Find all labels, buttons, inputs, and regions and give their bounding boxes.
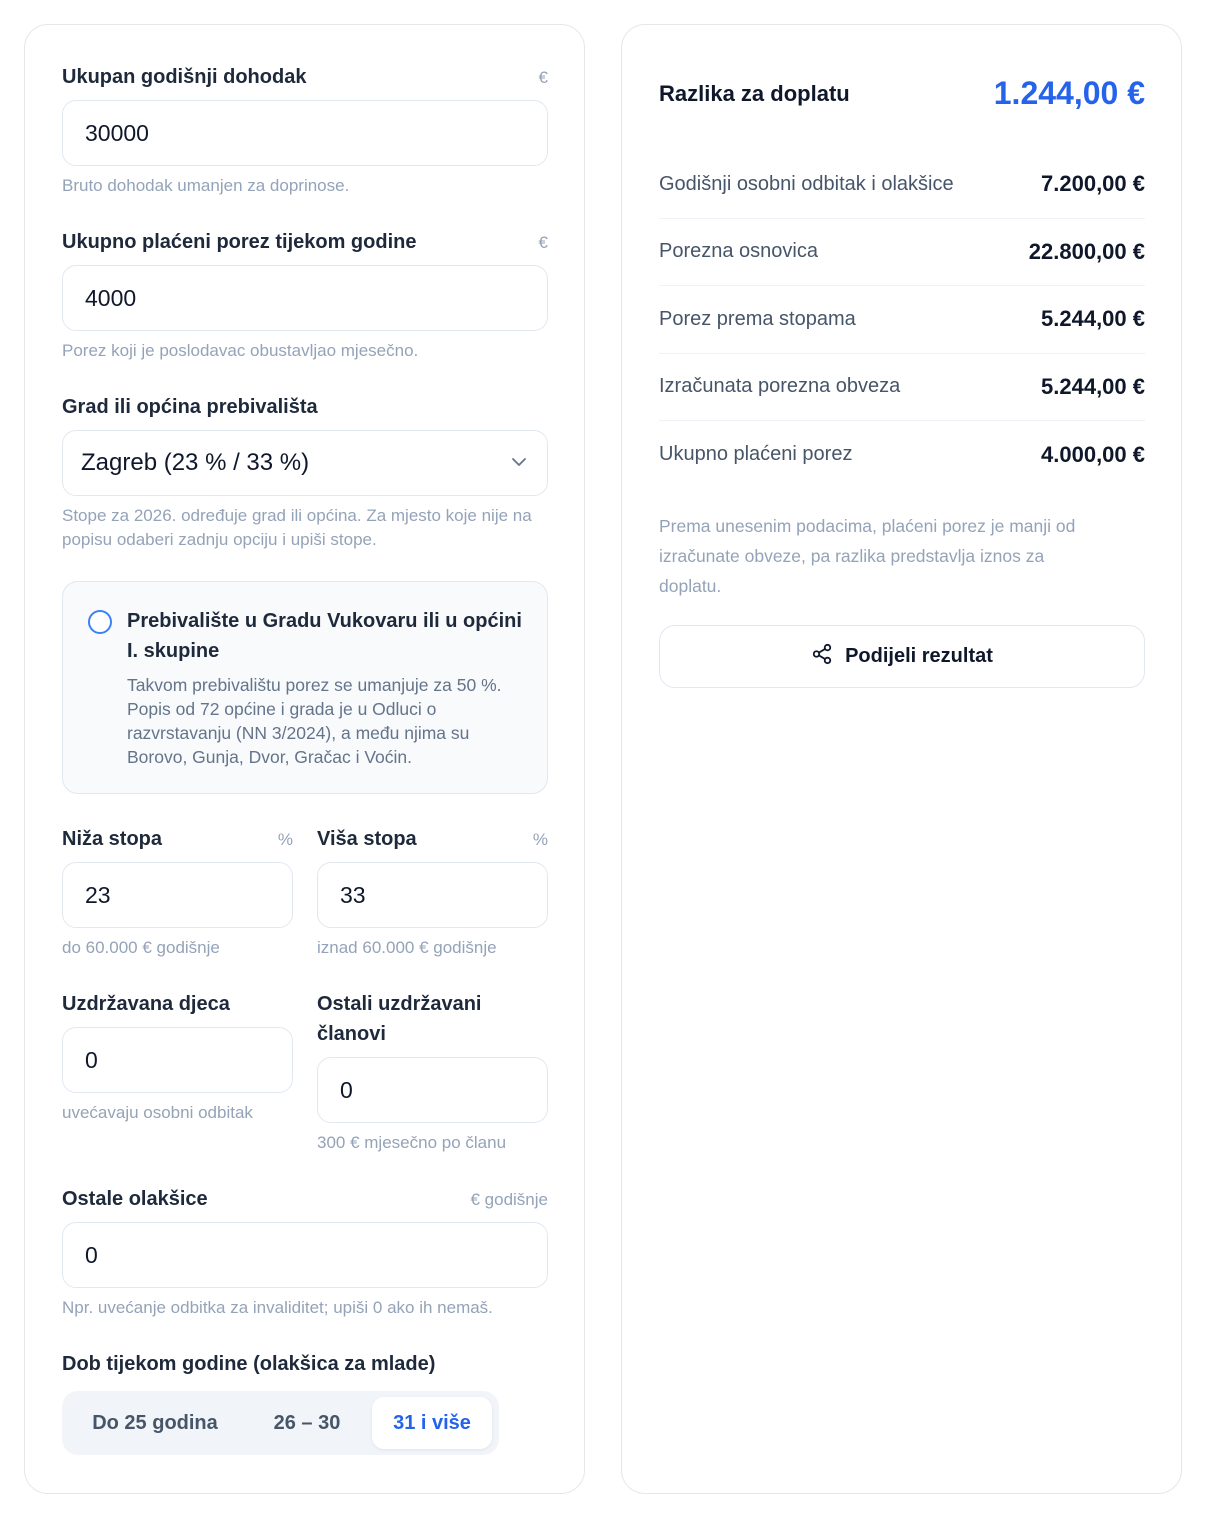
city-select[interactable] bbox=[62, 430, 548, 496]
vukovar-description: Takvom prebivalištu porez se umanjuje za 50 %. Popis od 72 općine i grada je u Odluci o razvrstavanju (NN 3/2024), a među njima su Borovo, Gunja, Dvor, Gračac i Voćin. bbox=[127, 675, 502, 767]
age-option-31-plus[interactable]: 31 i više bbox=[372, 1397, 492, 1449]
age-option-under-25[interactable]: Do 25 godina bbox=[92, 1411, 218, 1434]
calculator-form bbox=[24, 24, 585, 1494]
result-row-label: Izračunata porezna obveza bbox=[659, 375, 901, 398]
children-hint: uvećavaju osobni odbitak bbox=[62, 1103, 253, 1122]
tax-paid-hint: Porez koji je poslodavac obustavljao mjesečno. bbox=[62, 341, 419, 360]
higher-rate-label: Viša stopa bbox=[317, 828, 417, 850]
income-field-group bbox=[62, 62, 548, 198]
result-note: Prema unesenim podacima, plaćeni porez je manji od izračunate obveze, pa razlika predstavlja iznos za doplatu. bbox=[659, 516, 1076, 596]
share-result-button[interactable] bbox=[659, 625, 1145, 688]
result-row bbox=[659, 421, 1145, 489]
result-row bbox=[659, 151, 1145, 219]
income-unit: € bbox=[538, 68, 548, 87]
income-hint: Bruto dohodak umanjen za doprinose. bbox=[62, 176, 350, 195]
result-row-value: 5.244,00 € bbox=[1041, 373, 1145, 399]
tax-paid-unit: € bbox=[538, 233, 548, 252]
city-field-group bbox=[62, 392, 548, 552]
result-row bbox=[659, 219, 1145, 287]
city-hint: Stope za 2026. određuje grad ili općina. Za mjesto koje nije na popisu odaberi zadnju opciju i upiši stope. bbox=[62, 506, 532, 549]
result-row-label: Godišnji osobni odbitak i olakšice bbox=[659, 172, 954, 195]
age-option-26-30[interactable]: 26 – 30 bbox=[273, 1411, 341, 1434]
other-members-input[interactable]: 0 bbox=[317, 1057, 548, 1123]
vukovar-title: Prebivalište u Gradu Vukovaru ili u općini I. skupine bbox=[127, 610, 522, 662]
result-row-value: 7.200,00 € bbox=[1041, 171, 1145, 197]
other-reliefs-label: Ostale olakšice bbox=[62, 1188, 208, 1210]
higher-rate-input[interactable]: 33 bbox=[317, 862, 548, 928]
age-field-group bbox=[62, 1349, 548, 1379]
lower-rate-field-group bbox=[62, 824, 293, 960]
chevron-down-icon bbox=[511, 454, 527, 472]
result-row-label: Porezna osnovica bbox=[659, 240, 818, 263]
other-members-hint: 300 € mjesečno po članu bbox=[317, 1133, 507, 1152]
other-members-field-group bbox=[317, 989, 548, 1155]
result-row-value: 4.000,00 € bbox=[1041, 441, 1145, 467]
lower-rate-label: Niža stopa bbox=[62, 828, 163, 850]
result-headline-value: 1.244,00 € bbox=[993, 75, 1145, 111]
result-headline-label: Razlika za doplatu bbox=[659, 80, 850, 106]
result-row-label: Ukupno plaćeni porez bbox=[659, 443, 853, 466]
other-members-label: Ostali uzdržavani članovi bbox=[317, 993, 482, 1045]
lower-rate-unit: % bbox=[277, 830, 293, 849]
other-reliefs-hint: Npr. uvećanje odbitka za invaliditet; upiši 0 ako ih nemaš. bbox=[62, 1298, 493, 1317]
other-reliefs-input[interactable]: 0 bbox=[62, 1222, 548, 1288]
share-icon bbox=[811, 643, 833, 671]
result-row-label: Porez prema stopama bbox=[659, 307, 856, 330]
income-label: Ukupan godišnji dohodak bbox=[62, 66, 307, 88]
other-reliefs-field-group bbox=[62, 1184, 548, 1320]
result-row-value: 22.800,00 € bbox=[1028, 238, 1145, 264]
age-segmented-control bbox=[62, 1391, 499, 1455]
tax-paid-field-group bbox=[62, 227, 548, 363]
other-reliefs-unit: € godišnje bbox=[470, 1190, 548, 1209]
result-headline bbox=[659, 75, 1145, 112]
higher-rate-unit: % bbox=[532, 830, 548, 849]
income-input[interactable]: 30000 bbox=[62, 100, 548, 166]
age-label: Dob tijekom godine (olakšica za mlade) bbox=[62, 1353, 436, 1375]
higher-rate-field-group bbox=[317, 824, 548, 960]
vukovar-radio[interactable] bbox=[88, 610, 112, 634]
result-row bbox=[659, 354, 1145, 422]
tax-paid-input[interactable]: 4000 bbox=[62, 265, 548, 331]
lower-rate-input[interactable]: 23 bbox=[62, 862, 293, 928]
result-row bbox=[659, 286, 1145, 354]
children-input[interactable]: 0 bbox=[62, 1027, 293, 1093]
city-selected-value: Zagreb (23 % / 33 %) bbox=[81, 449, 310, 476]
children-label: Uzdržavana djeca bbox=[62, 993, 230, 1015]
tax-paid-label: Ukupno plaćeni porez tijekom godine bbox=[62, 231, 417, 253]
result-panel bbox=[621, 24, 1182, 1494]
result-breakdown bbox=[659, 151, 1145, 489]
city-label: Grad ili općina prebivališta bbox=[62, 396, 318, 418]
share-result-label: Podijeli rezultat bbox=[845, 645, 993, 667]
higher-rate-hint: iznad 60.000 € godišnje bbox=[317, 938, 497, 957]
lower-rate-hint: do 60.000 € godišnje bbox=[62, 938, 220, 957]
vukovar-option[interactable] bbox=[62, 581, 548, 794]
children-field-group bbox=[62, 989, 293, 1125]
result-row-value: 5.244,00 € bbox=[1041, 306, 1145, 332]
